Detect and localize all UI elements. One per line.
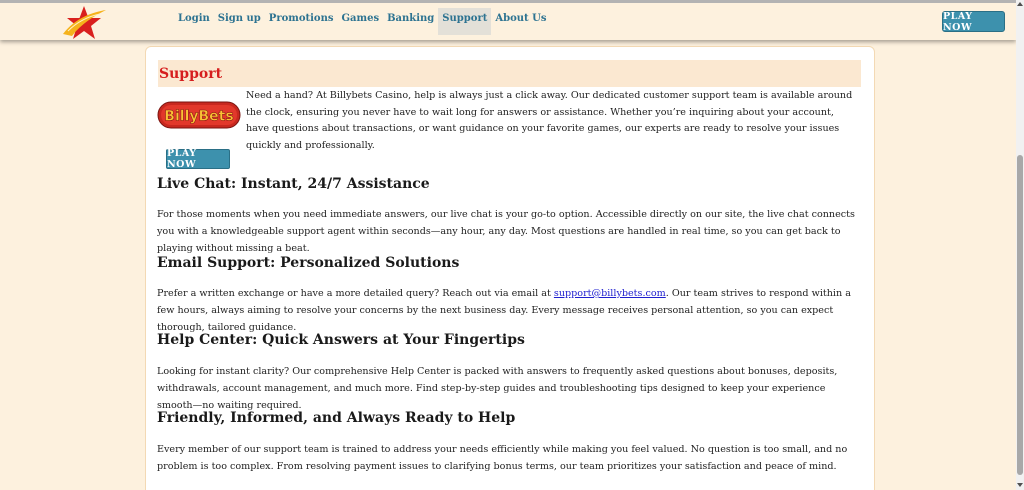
nav-support[interactable]: Support [438, 8, 491, 35]
paragraph-help-center: Looking for instant clarity? Our comprehensive Help Center is packed with answers to frequently asked questions about bonuses, deposits, withdrawals, account management, and much more. Find step-by-step guides and troubleshooting tips designed to keep your experience smooth—no waiting required. [157, 366, 838, 411]
heading-live-chat: Live Chat: Instant, 24/7 Assistance [157, 176, 430, 192]
scrollbar-thumb[interactable] [1017, 155, 1023, 475]
nav-games[interactable]: Games [341, 13, 380, 24]
nav-login[interactable]: Login [178, 13, 210, 24]
scroll-up-arrow-icon[interactable] [1017, 2, 1023, 6]
nav-promotions[interactable]: Promotions [268, 13, 334, 24]
billybets-logo-text: BillyBets [164, 108, 234, 125]
paragraph-live-chat: For those moments when you need immediate answers, our live chat is your go-to option. Accessible directly on our site, the live chat connects you with a knowledgeable support agent within seconds—any hour, any day. Most questions are handled in real time, so you can get back to playing without missing a beat. [157, 209, 855, 254]
paragraph-email-support [157, 285, 862, 336]
email-text-before: Prefer a written exchange or have a more detailed query? Reach out via email at [157, 288, 554, 299]
intro-paragraph: Need a hand? At Billybets Casino, help is always just a click away. Our dedicated customer support team is available around the clock, ensuring you never have to wait long for answers or assistance. Whether you’re inquiring about your account, have questions about transactions, or want guidance on your favorite games, our experts are ready to resolve your issues quickly and professionally. [246, 90, 853, 151]
support-content-panel [145, 46, 875, 490]
nav-sign-up[interactable]: Sign up [217, 13, 261, 24]
billybets-logo-icon[interactable] [157, 101, 241, 129]
heading-help-center: Help Center: Quick Answers at Your Fingertips [157, 332, 525, 348]
header-play-now-button[interactable]: PLAY NOW [942, 11, 1005, 32]
nav-about-us[interactable]: About Us [495, 13, 547, 24]
section-title-bar [158, 60, 861, 87]
page-title: Support [159, 66, 223, 82]
paragraph-friendly-support: Every member of our support team is trained to address your needs efficiently while making you feel valued. No question is too small, and no problem is too complex. From resolving payment issues to clarifying bonus terms, our team prioritizes your satisfaction and peace of mind. [157, 444, 848, 472]
heading-email-support: Email Support: Personalized Solutions [157, 255, 460, 271]
scroll-down-arrow-icon[interactable] [1017, 483, 1023, 487]
nav-banking[interactable]: Banking [387, 13, 435, 24]
support-email-link[interactable]: support@billybets.com [553, 288, 666, 299]
page-scrollbar[interactable] [1016, 0, 1024, 490]
heading-friendly-support: Friendly, Informed, and Always Ready to Help [157, 410, 516, 426]
email-text-after: . Our team strives to respond within a few hours, always aiming to resolve your concerns by the next business day. Every message receives personal attention, so you can expect thorough, tailored guidance. [157, 288, 851, 333]
star-logo-icon[interactable] [60, 5, 108, 41]
site-header [0, 0, 1016, 40]
play-now-button[interactable]: PLAY NOW [166, 149, 230, 169]
main-nav [174, 8, 551, 35]
